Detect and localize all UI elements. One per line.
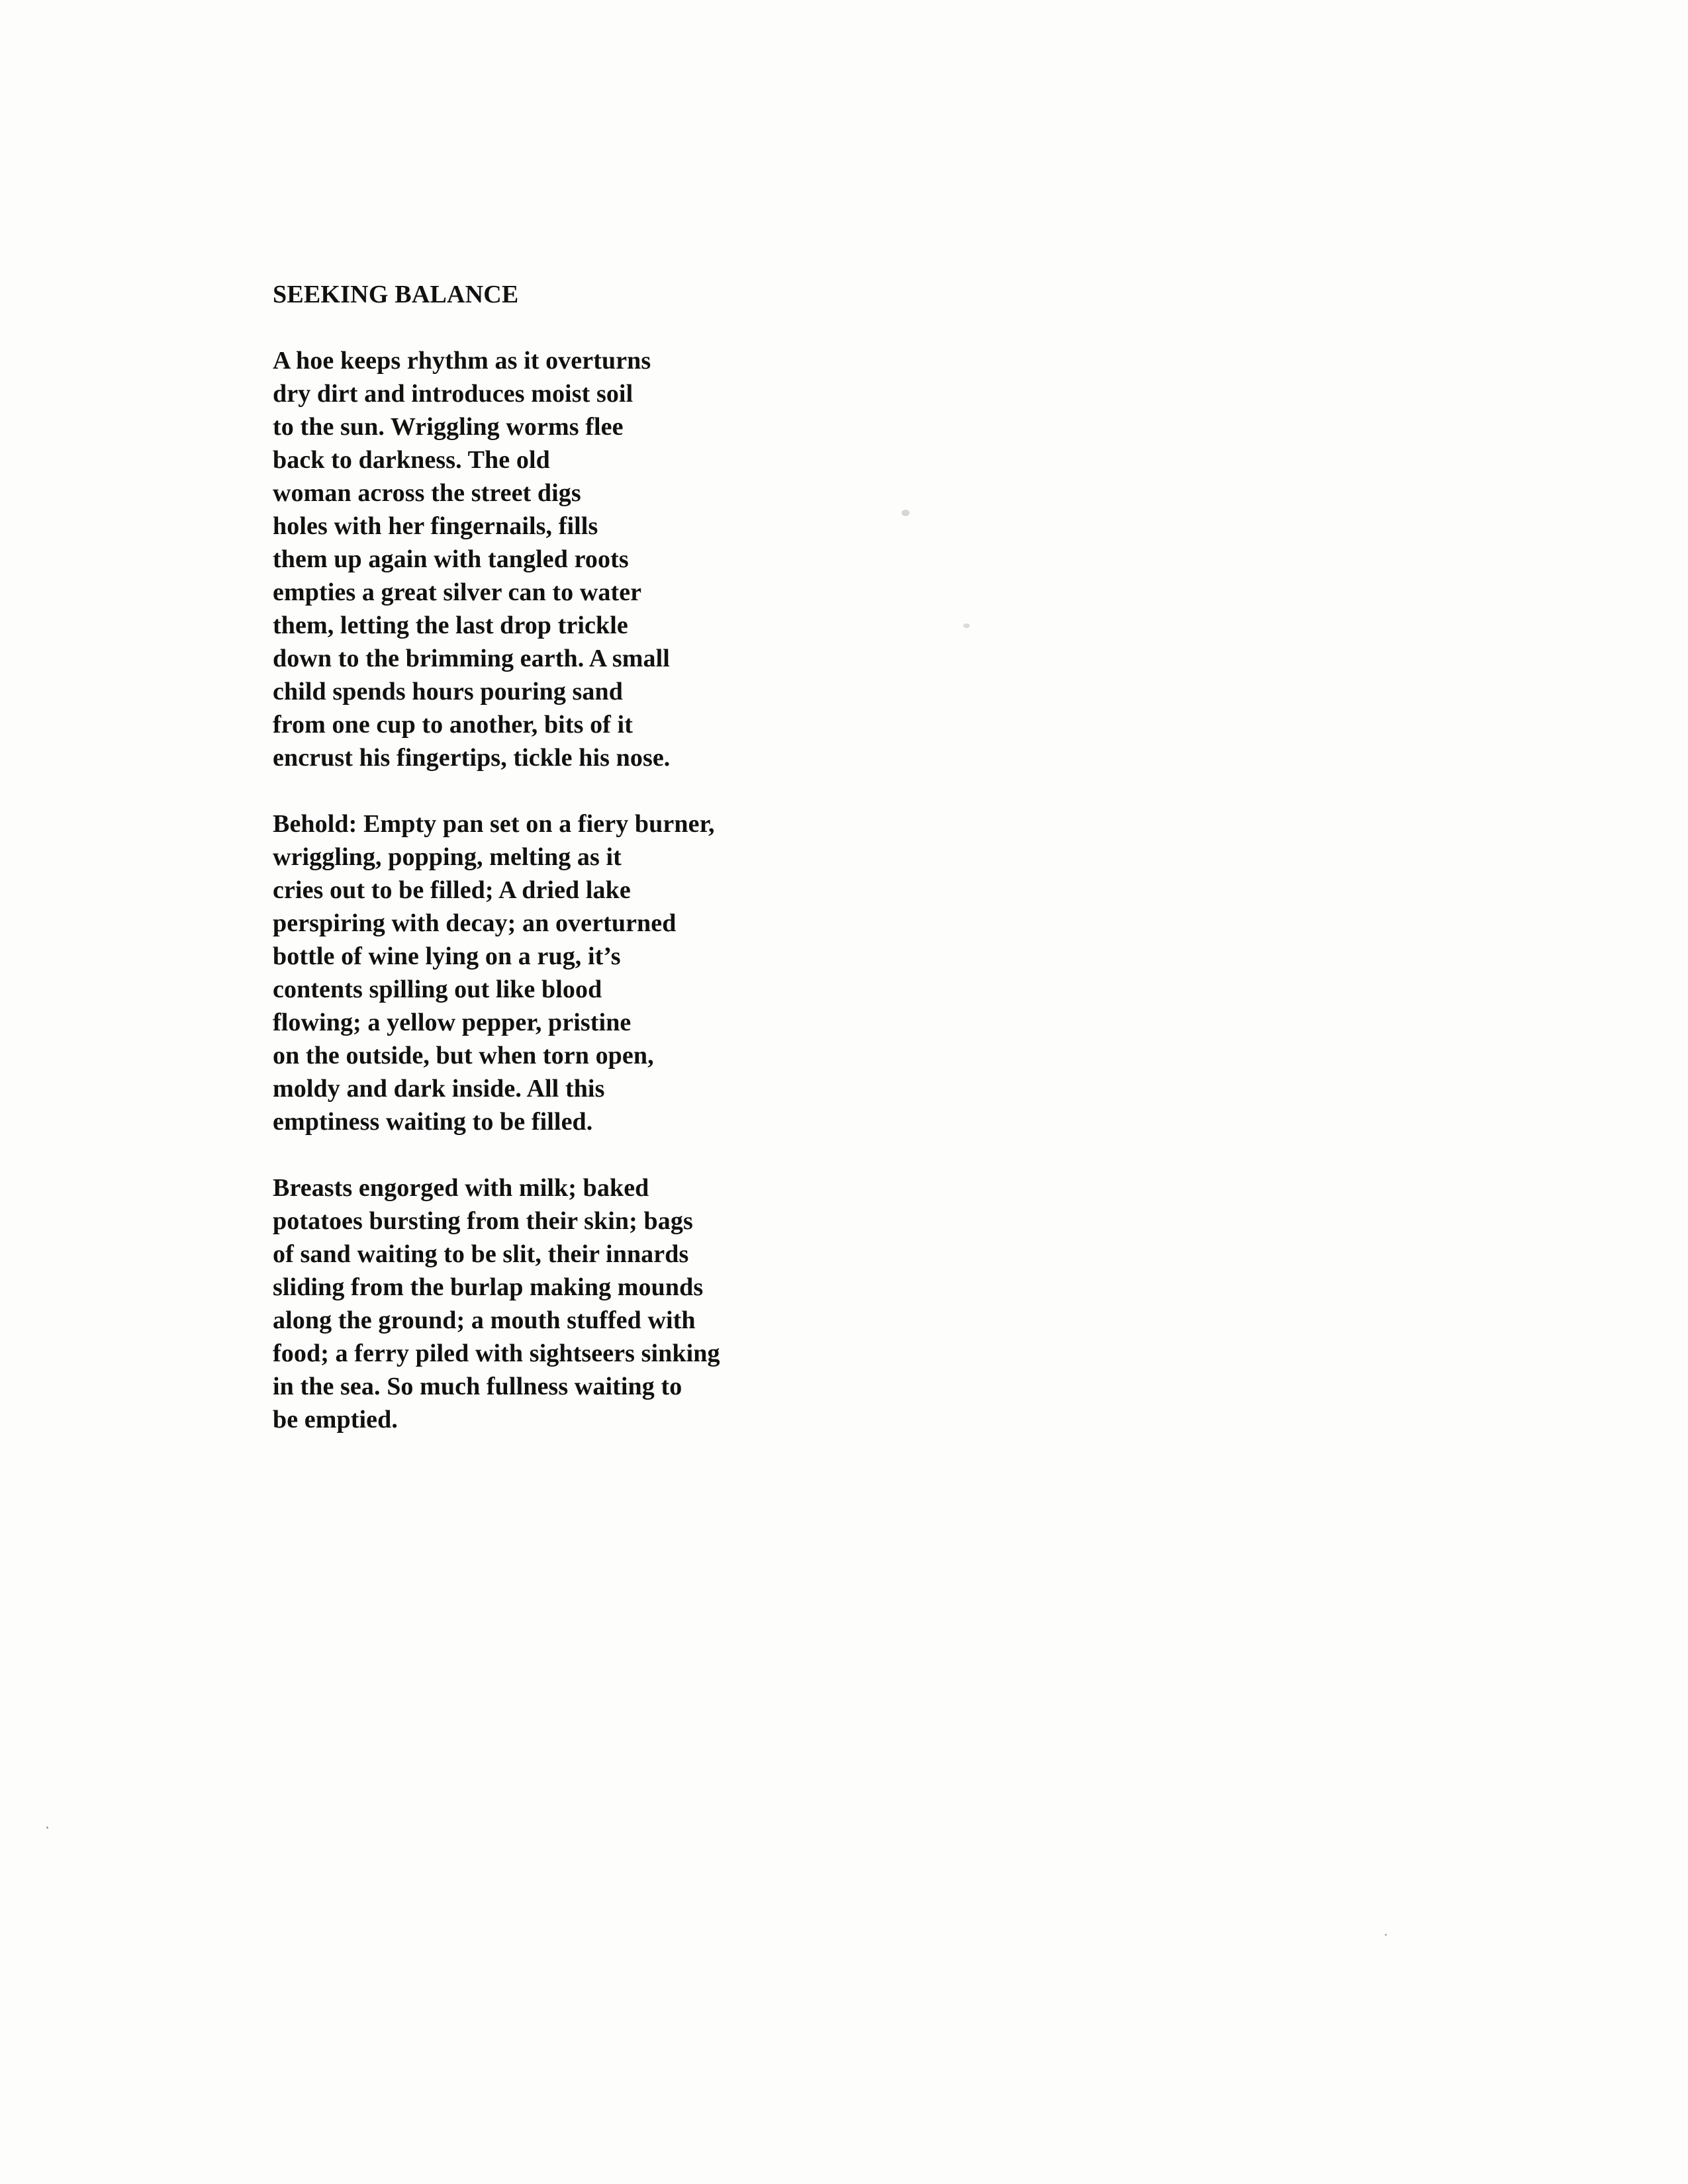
poem-line: back to darkness. The old: [273, 446, 550, 474]
poem-line: flowing; a yellow pepper, pristine: [273, 1009, 632, 1036]
poem-line: on the outside, but when torn open,: [273, 1042, 654, 1069]
poem-title: SEEKING BALANCE: [273, 281, 519, 308]
poem-line: along the ground; a mouth stuffed with: [273, 1306, 696, 1334]
poem-line: them, letting the last drop trickle: [273, 612, 628, 639]
poem-line: Behold: Empty pan set on a fiery burner,: [273, 810, 715, 838]
paper-speck: [1385, 1934, 1387, 1936]
poem-line: encrust his fingertips, tickle his nose.: [273, 744, 671, 772]
poem-line: cries out to be filled; A dried lake: [273, 876, 631, 904]
poem-line: in the sea. So much fullness waiting to: [273, 1373, 682, 1400]
poem-line: moldy and dark inside. All this: [273, 1075, 605, 1103]
poem-line: to the sun. Wriggling worms flee: [273, 413, 624, 441]
poem-line: contents spilling out like blood: [273, 976, 602, 1003]
poem-line: down to the brimming earth. A small: [273, 645, 670, 672]
poem-line: potatoes bursting from their skin; bags: [273, 1207, 693, 1235]
poem-line: wriggling, popping, melting as it: [273, 843, 622, 871]
poem-line: food; a ferry piled with sightseers sinking: [273, 1340, 720, 1367]
paper-speck: [46, 1827, 48, 1829]
poem-line: woman across the street digs: [273, 479, 581, 507]
poem-stanza: [273, 1171, 1199, 1436]
poem-line: child spends hours pouring sand: [273, 678, 623, 705]
poem-line: holes with her fingernails, fills: [273, 512, 598, 540]
poem-line: from one cup to another, bits of it: [273, 711, 633, 739]
poem: [273, 278, 1199, 1469]
poem-line: of sand waiting to be slit, their innards: [273, 1240, 689, 1268]
poem-line: emptiness waiting to be filled.: [273, 1108, 593, 1136]
poem-line: sliding from the burlap making mounds: [273, 1273, 704, 1301]
poem-stanza: [273, 344, 1199, 774]
poem-line: be emptied.: [273, 1406, 398, 1433]
poem-line: them up again with tangled roots: [273, 545, 629, 573]
poem-line: perspiring with decay; an overturned: [273, 909, 677, 937]
poem-line: empties a great silver can to water: [273, 578, 642, 606]
poem-body: [273, 344, 1199, 1436]
poem-stanza: [273, 807, 1199, 1138]
paper-speck: [963, 623, 970, 628]
poem-line: bottle of wine lying on a rug, it’s: [273, 942, 621, 970]
paper-speck: [902, 510, 910, 516]
poem-line: Breasts engorged with milk; baked: [273, 1174, 649, 1202]
poem-line: dry dirt and introduces moist soil: [273, 380, 633, 408]
poem-line: A hoe keeps rhythm as it overturns: [273, 347, 651, 375]
